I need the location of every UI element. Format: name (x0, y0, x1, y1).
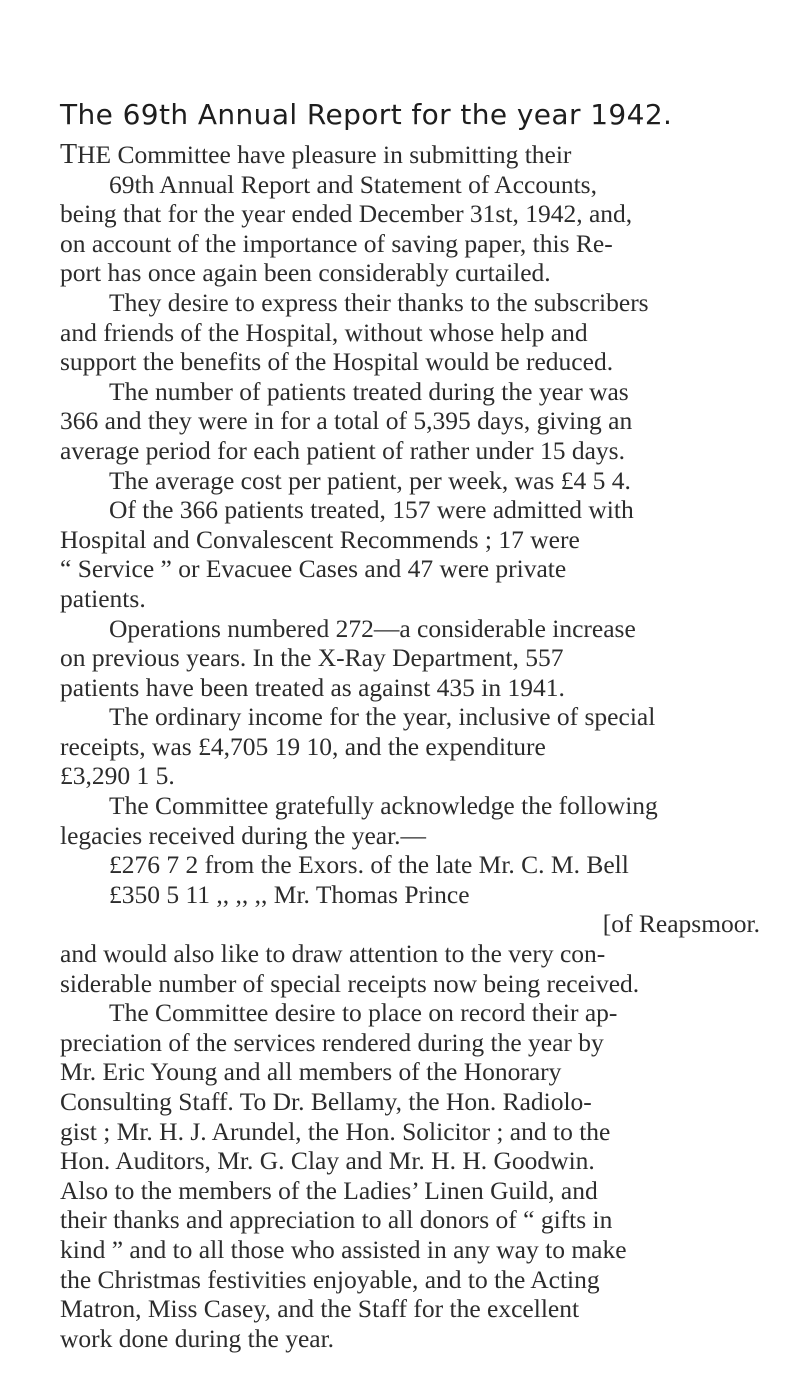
report-line: patients have been treated as against 435 in 1941. (60, 672, 565, 702)
report-line: preciation of the services rendered during the year by (60, 1027, 604, 1057)
report-line: [of Reapsmoor. (602, 909, 760, 939)
report-line: average period for each patient of rather under 15 days. (60, 435, 625, 465)
report-line: They desire to express their thanks to the subscribers (109, 287, 649, 317)
report-line: Hospital and Convalescent Recommends ; 17 were (60, 524, 580, 554)
report-line: patients. (60, 583, 146, 613)
report-line: gist ; Mr. H. J. Arundel, the Hon. Solicitor ; and to the (60, 1116, 611, 1146)
report-line: on previous years. In the X-Ray Department, 557 (60, 643, 564, 673)
report-line: “ Service ” or Evacuee Cases and 47 were private (60, 554, 567, 584)
report-line: siderable number of special receipts now being received. (60, 968, 640, 998)
report-line: Consulting Staff. To Dr. Bellamy, the Hon. Radiolo- (60, 1087, 592, 1116)
report-line: the Christmas festivities enjoyable, and to the Acting (60, 1264, 600, 1294)
report-line: Also to the members of the Ladies’ Linen Guild, and (60, 1175, 598, 1205)
report-line: port has once again been considerably curtailed. (60, 258, 551, 288)
report-line: The number of patients treated during the year was (109, 376, 629, 406)
report-line: work done during the year. (60, 1323, 335, 1353)
report-line: 366 and they were in for a total of 5,395 days, giving an (60, 406, 633, 436)
report-line: 69th Annual Report and Statement of Accounts, (109, 169, 597, 199)
report-line: receipts, was £4,705 19 10, and the expenditure (60, 731, 546, 761)
report-line: £350 5 11 ,, ,, ,, Mr. Thomas Prince (109, 879, 470, 909)
report-body (60, 140, 760, 1353)
report-line: THE Committee have pleasure in submitting their (60, 139, 572, 170)
report-line: Mr. Eric Young and all members of the Honorary (60, 1057, 562, 1087)
report-line: Operations numbered 272—a considerable increase (109, 613, 636, 643)
initial-letter: T (60, 139, 78, 170)
report-heading: The 69th Annual Report for the year 1942. (60, 98, 673, 131)
report-line: Matron, Miss Casey, and the Staff for the excellent (60, 1294, 580, 1324)
report-line: Of the 366 patients treated, 157 were admitted with (109, 495, 634, 525)
report-line: support the benefits of the Hospital would be reduced. (60, 347, 614, 377)
report-line: Hon. Auditors, Mr. G. Clay and Mr. H. H. Goodwin. (60, 1146, 595, 1176)
report-line: The average cost per patient, per week, was £4 5 4. (109, 465, 631, 495)
report-line: on account of the importance of saving paper, this Re- (60, 228, 613, 258)
report-line: and would also like to draw attention to the very con- (60, 939, 606, 969)
report-line: legacies received during the year.— (60, 820, 427, 850)
report-line: The ordinary income for the year, inclusive of special (109, 702, 656, 732)
report-line: The Committee desire to place on record their ap- (109, 998, 618, 1028)
report-line: being that for the year ended December 31st, 1942, and, (60, 199, 633, 229)
report-line: £276 7 2 from the Exors. of the late Mr. C. M. Bell (109, 850, 629, 880)
report-line: The Committee gratefully acknowledge the following (109, 791, 658, 821)
report-line: and friends of the Hospital, without whose help and (60, 317, 588, 347)
report-line: £3,290 1 5. (60, 761, 175, 791)
report-line: their thanks and appreciation to all donors of “ gifts in (60, 1205, 613, 1235)
report-line: kind ” and to all those who assisted in any way to make (60, 1234, 627, 1264)
